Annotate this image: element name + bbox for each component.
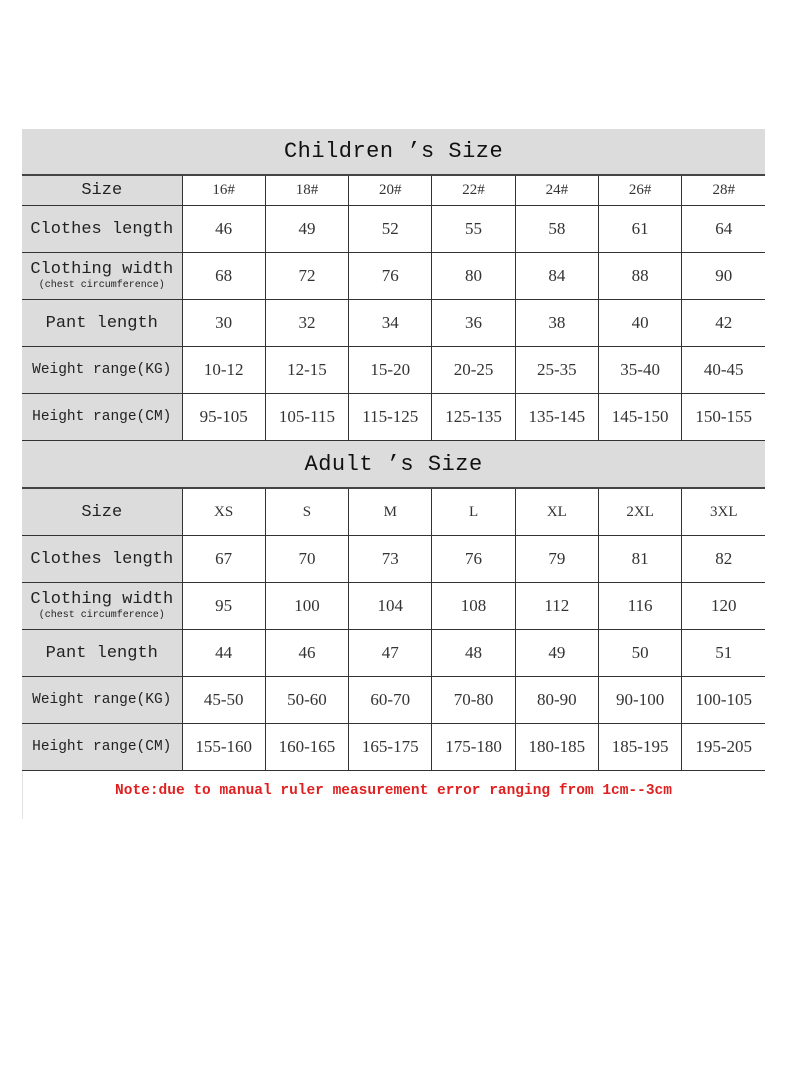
size-cell: 26# (598, 175, 681, 206)
row-label-height-range: Height range(CM) (22, 724, 182, 771)
table-row (22, 536, 765, 583)
size-cell: 16# (182, 175, 265, 206)
table-row (22, 724, 765, 771)
row-label-clothing-width (22, 253, 182, 300)
value-cell: 44 (182, 630, 265, 677)
value-cell: 48 (432, 630, 515, 677)
value-cell: 84 (515, 253, 598, 300)
value-cell: 50-60 (265, 677, 348, 724)
value-cell: 12-15 (265, 347, 348, 394)
size-cell: 2XL (598, 488, 681, 536)
adult-size-row (22, 488, 765, 536)
value-cell: 80 (432, 253, 515, 300)
table-row (22, 253, 765, 300)
value-cell: 55 (432, 206, 515, 253)
children-size-row (22, 175, 765, 206)
table-row (22, 630, 765, 677)
value-cell: 32 (265, 300, 348, 347)
value-cell: 25-35 (515, 347, 598, 394)
value-cell: 81 (598, 536, 681, 583)
size-cell: XL (515, 488, 598, 536)
value-cell: 104 (349, 583, 432, 630)
value-cell: 42 (682, 300, 765, 347)
row-label-sub: (chest circumference) (38, 609, 165, 621)
value-cell: 20-25 (432, 347, 515, 394)
value-cell: 35-40 (598, 347, 681, 394)
value-cell: 51 (682, 630, 765, 677)
value-cell: 108 (432, 583, 515, 630)
row-label-pant-length: Pant length (22, 300, 182, 347)
value-cell: 135-145 (515, 394, 598, 441)
row-label-weight-range: Weight range(KG) (22, 677, 182, 724)
size-chart (22, 129, 765, 771)
value-cell: 67 (182, 536, 265, 583)
row-label-sub: (chest circumference) (38, 279, 165, 291)
value-cell: 30 (182, 300, 265, 347)
value-cell: 95 (182, 583, 265, 630)
size-cell: 28# (682, 175, 765, 206)
value-cell: 52 (349, 206, 432, 253)
row-label-main: Clothing width (30, 259, 174, 279)
value-cell: 58 (515, 206, 598, 253)
value-cell: 40-45 (682, 347, 765, 394)
size-cell: M (349, 488, 432, 536)
children-section-title: Children ’s Size (22, 129, 765, 175)
table-row (22, 677, 765, 724)
value-cell: 105-115 (265, 394, 348, 441)
value-cell: 64 (682, 206, 765, 253)
value-cell: 46 (265, 630, 348, 677)
value-cell: 49 (265, 206, 348, 253)
value-cell: 88 (598, 253, 681, 300)
measurement-note: Note:due to manual ruler measurement error ranging from 1cm--3cm (115, 783, 672, 799)
value-cell: 79 (515, 536, 598, 583)
value-cell: 45-50 (182, 677, 265, 724)
table-row (22, 394, 765, 441)
table-row (22, 206, 765, 253)
row-label-clothing-width (22, 583, 182, 630)
size-cell: XS (182, 488, 265, 536)
value-cell: 120 (682, 583, 765, 630)
value-cell: 15-20 (349, 347, 432, 394)
row-label-height-range: Height range(CM) (22, 394, 182, 441)
value-cell: 185-195 (598, 724, 681, 771)
value-cell: 112 (515, 583, 598, 630)
row-label-main: Clothing width (30, 589, 174, 609)
value-cell: 38 (515, 300, 598, 347)
value-cell: 34 (349, 300, 432, 347)
value-cell: 36 (432, 300, 515, 347)
value-cell: 125-135 (432, 394, 515, 441)
table-row (22, 300, 765, 347)
value-cell: 160-165 (265, 724, 348, 771)
value-cell: 70 (265, 536, 348, 583)
value-cell: 60-70 (349, 677, 432, 724)
value-cell: 90-100 (598, 677, 681, 724)
value-cell: 61 (598, 206, 681, 253)
value-cell: 115-125 (349, 394, 432, 441)
size-table (22, 129, 765, 771)
row-label-pant-length: Pant length (22, 630, 182, 677)
size-cell: S (265, 488, 348, 536)
size-cell: 18# (265, 175, 348, 206)
value-cell: 76 (349, 253, 432, 300)
value-cell: 82 (682, 536, 765, 583)
value-cell: 46 (182, 206, 265, 253)
value-cell: 49 (515, 630, 598, 677)
row-label-weight-range: Weight range(KG) (22, 347, 182, 394)
size-cell: 22# (432, 175, 515, 206)
children-title-row (22, 129, 765, 175)
value-cell: 47 (349, 630, 432, 677)
row-label-size: Size (22, 488, 182, 536)
size-cell: 20# (349, 175, 432, 206)
table-row (22, 583, 765, 630)
value-cell: 68 (182, 253, 265, 300)
size-cell: L (432, 488, 515, 536)
value-cell: 80-90 (515, 677, 598, 724)
value-cell: 100 (265, 583, 348, 630)
value-cell: 180-185 (515, 724, 598, 771)
value-cell: 150-155 (682, 394, 765, 441)
value-cell: 72 (265, 253, 348, 300)
row-label-clothes-length: Clothes length (22, 536, 182, 583)
row-label-size: Size (22, 175, 182, 206)
value-cell: 116 (598, 583, 681, 630)
value-cell: 10-12 (182, 347, 265, 394)
value-cell: 145-150 (598, 394, 681, 441)
value-cell: 76 (432, 536, 515, 583)
row-label-clothes-length: Clothes length (22, 206, 182, 253)
value-cell: 50 (598, 630, 681, 677)
adult-title-row (22, 441, 765, 489)
value-cell: 175-180 (432, 724, 515, 771)
value-cell: 73 (349, 536, 432, 583)
value-cell: 40 (598, 300, 681, 347)
value-cell: 100-105 (682, 677, 765, 724)
table-row (22, 347, 765, 394)
value-cell: 195-205 (682, 724, 765, 771)
value-cell: 70-80 (432, 677, 515, 724)
value-cell: 165-175 (349, 724, 432, 771)
value-cell: 155-160 (182, 724, 265, 771)
adult-section-title: Adult ’s Size (22, 441, 765, 489)
value-cell: 95-105 (182, 394, 265, 441)
value-cell: 90 (682, 253, 765, 300)
size-cell: 24# (515, 175, 598, 206)
size-cell: 3XL (682, 488, 765, 536)
